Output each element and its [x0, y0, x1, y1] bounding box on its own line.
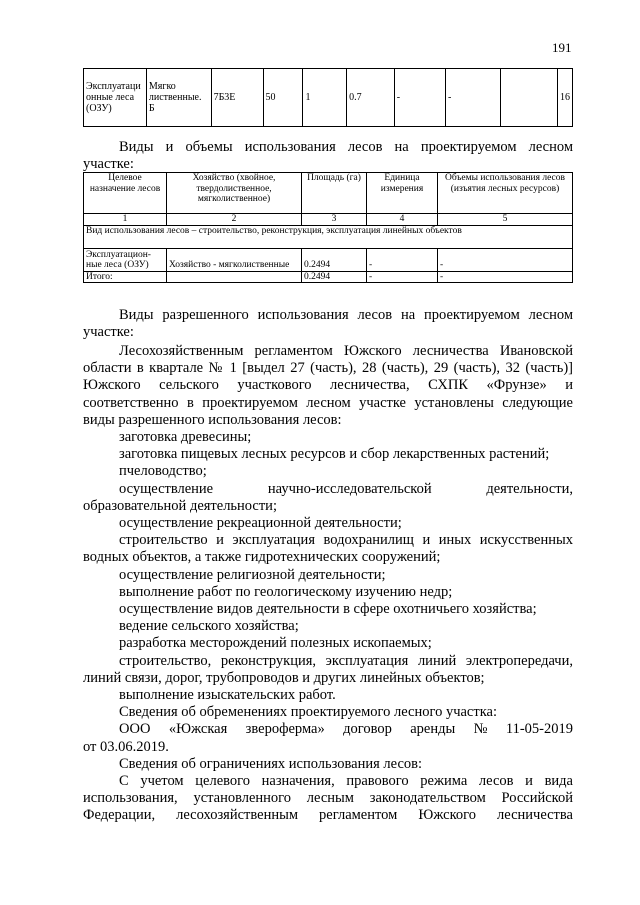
- table-cell: 7Б3Е: [211, 69, 263, 127]
- table-cell: 0.7: [347, 69, 395, 127]
- page-number: 191: [552, 40, 572, 55]
- list-item: осуществление рекреационной деятельности;: [119, 515, 402, 532]
- table-cell: 4: [367, 214, 438, 226]
- text-line: виды разрешенного использования лесов:: [83, 411, 342, 428]
- table-cell: 5: [438, 214, 573, 226]
- text-line: использования, установленного лесным законодательством Российской: [83, 790, 573, 807]
- table-cell: -: [367, 248, 438, 271]
- table-row: [84, 69, 573, 127]
- list-item-continuation: образовательной деятельности;: [83, 497, 277, 514]
- table-top: [83, 68, 573, 127]
- table-header: Объемы использования лесов (изъятия лесных ресурсов): [438, 173, 573, 214]
- table-cell: Эксплуатацион-ные леса (ОЗУ): [84, 248, 167, 271]
- limits-title: Сведения об ограничениях использования лесов:: [119, 755, 423, 772]
- table-row: [84, 248, 573, 271]
- table-cell: 2: [167, 214, 302, 226]
- encumbrance-title: Сведения об обременениях проектируемого лесного участка:: [119, 704, 497, 721]
- table-volumes: [83, 172, 573, 283]
- table-cell: 50: [263, 69, 303, 127]
- table-cell: Вид использования лесов – строительство, реконструкция, эксплуатация линейных объектов: [84, 225, 573, 248]
- table-cell: 3: [302, 214, 367, 226]
- table-cell: 1: [84, 214, 167, 226]
- text-line: соответственно в проектируемом лесном участке установлены следующие: [83, 394, 573, 411]
- table-header: Целевое назначение лесов: [84, 173, 167, 214]
- table-cell: -: [367, 271, 438, 283]
- table-cell: [167, 271, 302, 283]
- list-item: заготовка древесины;: [119, 429, 252, 446]
- table-header: Площадь (га): [302, 173, 367, 214]
- list-item: разработка месторождений полезных ископаемых;: [119, 635, 432, 652]
- list-item-continuation: линий связи, дорог, трубопроводов и других линейных объектов;: [83, 669, 485, 686]
- list-item: осуществление научно-исследовательской деятельности,: [119, 480, 573, 497]
- table-row: [84, 225, 573, 248]
- table-row: [84, 271, 573, 283]
- table-cell: -: [438, 248, 573, 271]
- list-item-continuation: водных объектов, а также гидротехнических сооружений;: [83, 549, 441, 566]
- table-cell: -: [438, 271, 573, 283]
- text-line: Федерации, лесохозяйственным регламентом Южского лесничества: [83, 807, 573, 824]
- text-line: Лесохозяйственным регламентом Южского лесничества Ивановской: [119, 343, 573, 359]
- table-cell: Эксплуатаци онные леса (ОЗУ): [84, 69, 147, 127]
- heading-volumes: Виды и объемы использования лесов на проектируемом лесном участке:: [83, 139, 573, 172]
- table-cell: Мягко лиственные. Б: [146, 69, 211, 127]
- heading-permitted-uses: Виды разрешенного использования лесов на проектируемом лесном участке:: [83, 307, 573, 340]
- list-item: осуществление видов деятельности в сфере охотничьего хозяйства;: [119, 601, 537, 618]
- encumbrance-continuation: от 03.06.2019.: [83, 738, 169, 755]
- table-header: Хозяйство (хвойное, твердолиственное, мягколиственное): [167, 173, 302, 214]
- table-row: [84, 214, 573, 226]
- table-header: Единица измерения: [367, 173, 438, 214]
- table-cell: [501, 69, 558, 127]
- table-cell: 0.2494: [302, 271, 367, 283]
- list-item: ведение сельского хозяйства;: [119, 618, 299, 635]
- list-item: строительство и эксплуатация водохранилищ и иных искусственных: [119, 532, 573, 549]
- table-cell: Хозяйство - мягколиственные: [167, 248, 302, 271]
- body-text: [83, 343, 573, 825]
- table-cell: 1: [303, 69, 347, 127]
- table-cell: -: [446, 69, 501, 127]
- list-item: пчеловодство;: [119, 463, 207, 480]
- list-item: строительство, реконструкция, эксплуатация линий электропередачи,: [119, 652, 573, 669]
- text-line: С учетом целевого назначения, правового режима лесов и вида: [119, 773, 573, 790]
- text-line: области в квартале № 1 [выдел 27 (часть), 28 (часть), 29 (часть), 32 (часть)]: [83, 360, 573, 377]
- table-cell: -: [394, 69, 445, 127]
- table-cell: 0.2494: [302, 248, 367, 271]
- list-item: выполнение работ по геологическому изучению недр;: [119, 583, 453, 600]
- text-line: Южского сельского участкового лесничества, СХПК «Фрунзе» и: [83, 377, 573, 394]
- list-item: выполнение изыскательских работ.: [119, 687, 336, 704]
- list-item: осуществление религиозной деятельности;: [119, 566, 386, 583]
- table-header-row: [84, 173, 573, 214]
- list-item: заготовка пищевых лесных ресурсов и сбор лекарственных растений;: [119, 446, 550, 463]
- table-cell: 16: [558, 69, 573, 127]
- encumbrance-line: ООО «Южская звероферма» договор аренды № 11-05-2019: [119, 721, 573, 738]
- table-cell: Итого:: [84, 271, 167, 283]
